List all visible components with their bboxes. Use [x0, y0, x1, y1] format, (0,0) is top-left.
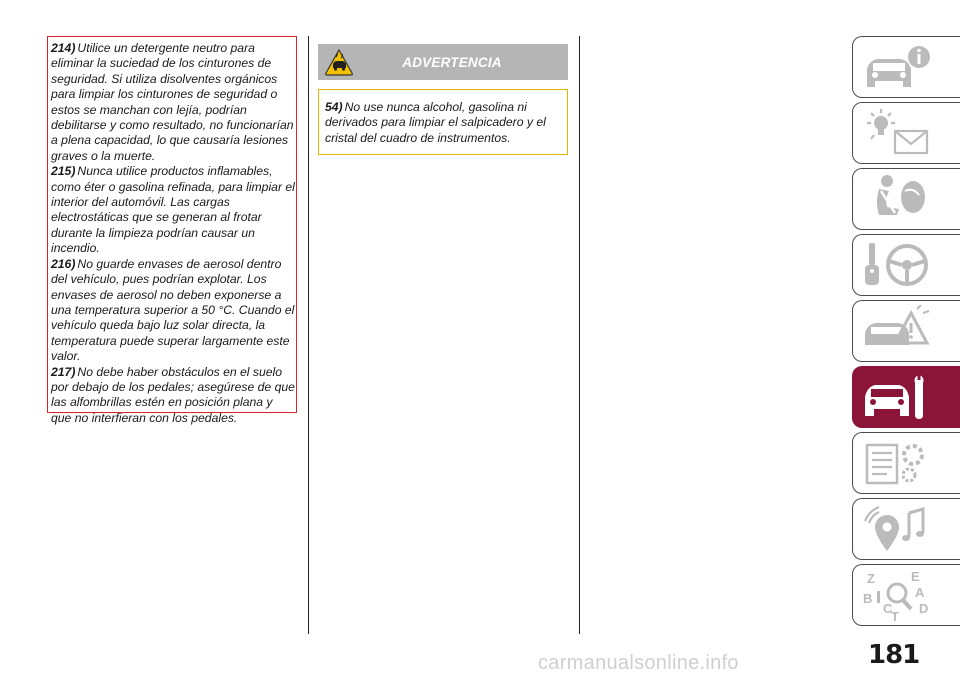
technical-data-icon	[861, 437, 933, 489]
tab-multimedia[interactable]	[852, 498, 960, 560]
page-number: 181	[868, 640, 920, 670]
seat-airbag-icon	[861, 173, 933, 225]
index-letter-d: D	[919, 601, 929, 616]
index-letter-b: B	[863, 591, 873, 606]
tab-maintenance[interactable]	[852, 366, 960, 428]
warning-triangle-icon	[322, 46, 356, 78]
index-icon	[861, 569, 933, 621]
car-info-icon	[861, 41, 933, 93]
note-214: 214) Utilice un detergente neutro para eliminar la suciedad de los cinturones de seguridad. Si utiliza disolventes orgánicos para limpiar los cinturones de seguridad o estos se manchan con lejía, podrían debilitarse y como resultado, no funcionarían a plena capacidad, lo que causaría lesiones graves o la muerte.	[51, 41, 294, 163]
column-divider-right	[579, 36, 580, 634]
index-letter-a: A	[915, 585, 925, 600]
warning-header	[318, 44, 568, 80]
note-217: 217) No debe haber obstáculos en el suelo por debajo de los pedales; asegúrese de que las alfombrillas estén en posición plana y que no interfieran con los pedales.	[51, 364, 295, 425]
warning-lights-icon	[861, 107, 933, 159]
tab-emergency[interactable]	[852, 300, 960, 362]
index-letter-c: C	[883, 601, 893, 616]
key-steering-icon	[861, 239, 933, 291]
tab-index[interactable]	[852, 564, 960, 626]
tab-technical-data[interactable]	[852, 432, 960, 494]
breakdown-icon	[861, 305, 933, 357]
column-divider-left	[308, 36, 309, 634]
tab-warning-lights[interactable]	[852, 102, 960, 164]
tab-dashboard-info[interactable]	[852, 36, 960, 98]
car-maintenance-icon	[861, 371, 933, 423]
index-letter-t: T	[891, 609, 899, 621]
multimedia-icon	[861, 503, 933, 555]
tab-starting-driving[interactable]	[852, 234, 960, 296]
warning-number: 54)	[325, 100, 343, 114]
warning-body	[318, 89, 568, 155]
warning-text: No use nunca alcohol, gasolina ni derivados para limpiar el salpicadero y el cristal del cuadro de instrumentos.	[325, 100, 546, 145]
note-215: 215) Nunca utilice productos inflamables, como éter o gasolina refinada, para limpiar el interior del automóvil. Las cargas electrostáticas que se generan al frotar durante la limpieza podrían causar un incendio.	[51, 164, 295, 256]
watermark: carmanualsonline.info	[538, 652, 739, 674]
note-216: 216) No guarde envases de aerosol dentro del vehículo, pues podrían explotar. Los envases de aerosol no deben exponerse a una temperatura superior a 50 °C. Cuando el vehículo queda bajo luz solar directa, la temperatura puede superar largamente este valor.	[51, 256, 295, 364]
index-letter-z: Z	[867, 571, 875, 586]
tab-safety[interactable]	[852, 168, 960, 230]
warning-title: ADVERTENCIA	[402, 54, 502, 70]
index-letter-e: E	[911, 569, 920, 584]
notes-box	[47, 36, 297, 425]
